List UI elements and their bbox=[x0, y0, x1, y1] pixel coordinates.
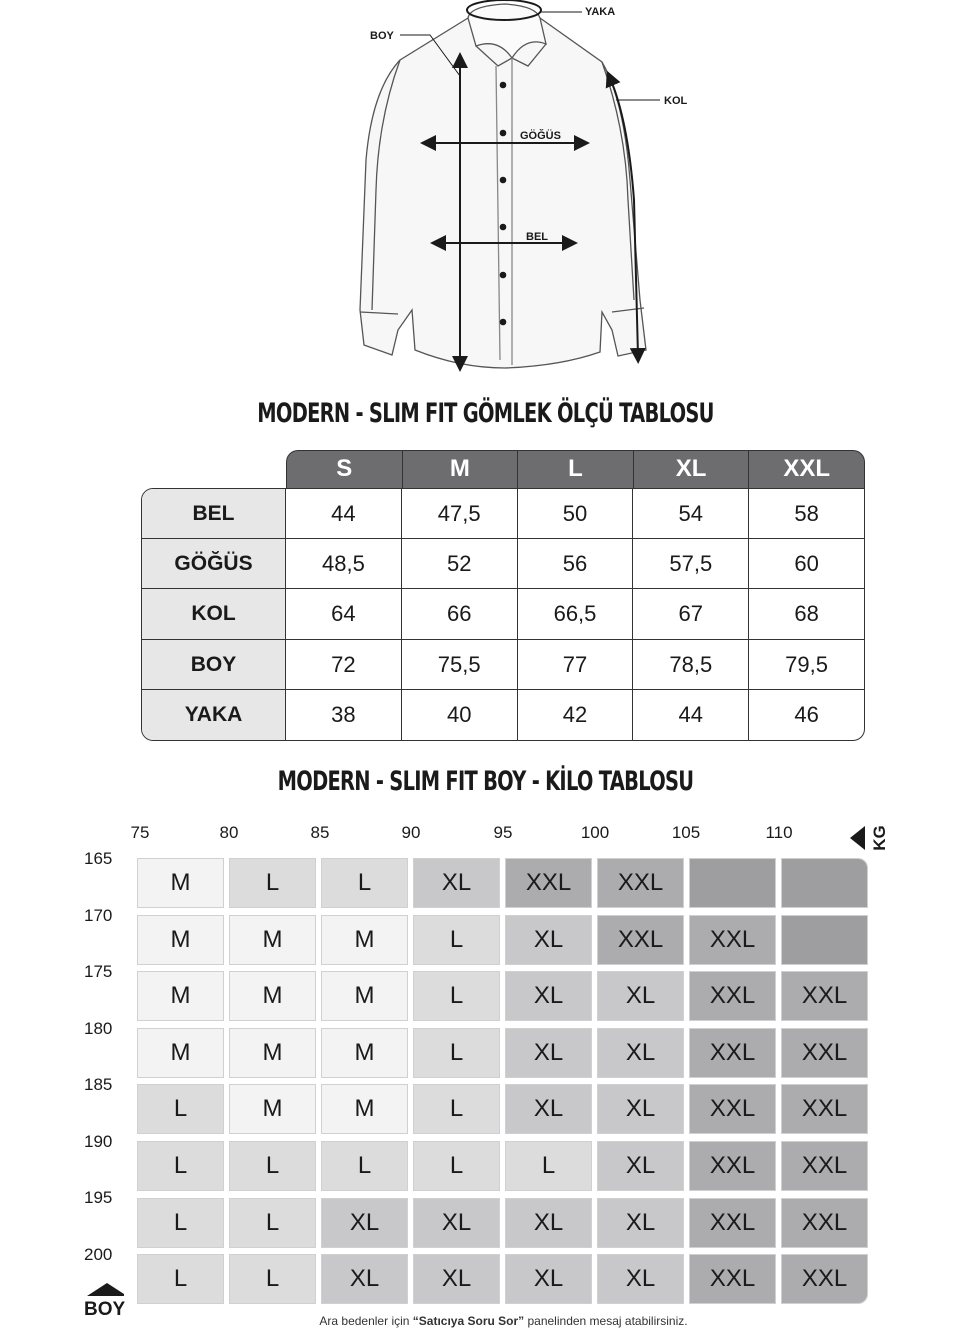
size-row bbox=[142, 539, 864, 589]
fit-grid-cell: XL bbox=[597, 1198, 684, 1248]
size-row bbox=[142, 589, 864, 639]
fit-grid-cell: L bbox=[229, 1141, 316, 1191]
fit-grid-cell: M bbox=[321, 1028, 408, 1078]
fit-grid-cell: L bbox=[321, 858, 408, 908]
fit-grid-cell: L bbox=[137, 1084, 224, 1134]
fit-grid-row bbox=[137, 971, 868, 1021]
fit-grid bbox=[137, 858, 868, 1311]
fit-grid-cell: XL bbox=[597, 971, 684, 1021]
fit-grid-cell: XXL bbox=[597, 858, 684, 908]
fit-grid-row bbox=[137, 1028, 868, 1078]
kg-arrow-icon bbox=[850, 826, 865, 850]
fit-grid-cell: M bbox=[321, 1084, 408, 1134]
fit-grid-row bbox=[137, 1254, 868, 1304]
size-value-cell: 75,5 bbox=[402, 640, 518, 689]
size-value-cell: 38 bbox=[286, 690, 402, 740]
fit-grid-cell: L bbox=[137, 1254, 224, 1304]
kg-tick-label: 100 bbox=[580, 823, 610, 842]
fit-grid-cell: XL bbox=[597, 1084, 684, 1134]
kg-axis-marker bbox=[849, 822, 891, 854]
size-row bbox=[142, 640, 864, 690]
fit-grid-cell: M bbox=[229, 1028, 316, 1078]
size-value-cell: 57,5 bbox=[633, 539, 749, 588]
size-header-cell: XL bbox=[634, 451, 750, 488]
fit-grid-cell bbox=[781, 858, 868, 908]
size-value-cell: 44 bbox=[286, 489, 402, 538]
size-row bbox=[142, 489, 864, 539]
boy-arrow-icon bbox=[84, 1282, 124, 1298]
label-kol: KOL bbox=[664, 95, 688, 107]
fit-grid-cell: XXL bbox=[781, 1254, 868, 1304]
fit-grid-cell: M bbox=[137, 971, 224, 1021]
size-value-cell: 47,5 bbox=[402, 489, 518, 538]
size-value-cell: 52 bbox=[402, 539, 518, 588]
fit-grid-cell: XXL bbox=[781, 1141, 868, 1191]
boy-tick-label: 195 bbox=[84, 1188, 113, 1207]
fit-grid-row bbox=[137, 915, 868, 965]
size-table-title: MODERN - SLIM FIT GÖMLEK ÖLÇÜ TABLOSU bbox=[257, 398, 714, 429]
label-bel: BEL bbox=[526, 231, 548, 243]
fit-grid-cell: L bbox=[413, 1084, 500, 1134]
fit-grid-cell: XXL bbox=[781, 1028, 868, 1078]
boy-tick-label: 175 bbox=[84, 962, 113, 981]
size-value-cell: 66 bbox=[402, 589, 518, 638]
fit-grid-cell: L bbox=[505, 1141, 592, 1191]
fit-grid-cell: XXL bbox=[689, 1084, 776, 1134]
fit-grid-cell: XL bbox=[321, 1254, 408, 1304]
fit-grid-cell: L bbox=[413, 1141, 500, 1191]
boy-label: BOY bbox=[84, 1299, 126, 1320]
fit-grid-cell bbox=[781, 915, 868, 965]
fit-grid-cell: XL bbox=[505, 1084, 592, 1134]
size-header-cell: XXL bbox=[783, 455, 831, 482]
size-value-cell: 42 bbox=[518, 690, 634, 740]
kg-tick-label: 80 bbox=[219, 823, 239, 842]
size-value-cell: 67 bbox=[633, 589, 749, 638]
footnote bbox=[0, 1314, 971, 1328]
footnote-suffix: panelinden mesaj atabilirsiniz. bbox=[524, 1314, 688, 1328]
fit-grid-cell: M bbox=[321, 915, 408, 965]
boy-tick-label: 165 bbox=[84, 849, 113, 868]
size-value-cell: 77 bbox=[518, 640, 634, 689]
fit-grid-cell: M bbox=[229, 971, 316, 1021]
shirt-measurement-diagram bbox=[0, 0, 971, 380]
footnote-highlight: “Satıcıya Soru Sor” bbox=[412, 1314, 525, 1328]
size-header-cell: M bbox=[403, 451, 519, 488]
fit-grid-row bbox=[137, 1198, 868, 1248]
fit-grid-row bbox=[137, 858, 868, 908]
fit-grid-cell: XL bbox=[597, 1254, 684, 1304]
size-value-cell: 44 bbox=[633, 690, 749, 740]
fit-grid-cell: XL bbox=[505, 971, 592, 1021]
fit-grid-cell: XL bbox=[505, 1028, 592, 1078]
fit-grid-cell: XL bbox=[505, 1198, 592, 1248]
fit-grid-cell: XL bbox=[505, 915, 592, 965]
fit-grid-cell: XL bbox=[413, 1198, 500, 1248]
fit-grid-row bbox=[137, 1084, 868, 1134]
size-row-label: YAKA bbox=[142, 690, 286, 740]
fit-grid-cell: M bbox=[321, 971, 408, 1021]
size-header-cell: L bbox=[518, 451, 634, 488]
size-value-cell: 56 bbox=[518, 539, 634, 588]
fit-grid-cell: L bbox=[229, 1198, 316, 1248]
size-value-cell: 68 bbox=[794, 601, 819, 627]
size-value-cell: 58 bbox=[794, 501, 819, 526]
fit-grid-cell bbox=[689, 858, 776, 908]
fit-table-title: MODERN - SLIM FIT BOY - KİLO TABLOSU bbox=[277, 766, 694, 797]
size-value-cell: 64 bbox=[286, 589, 402, 638]
size-row-label: KOL bbox=[142, 589, 286, 638]
fit-grid-cell: XXL bbox=[689, 1254, 776, 1304]
fit-grid-cell: XL bbox=[597, 1028, 684, 1078]
fit-grid-cell: L bbox=[413, 1028, 500, 1078]
fit-grid-cell: XXL bbox=[689, 971, 776, 1021]
fit-grid-cell: M bbox=[229, 1084, 316, 1134]
size-row bbox=[142, 690, 864, 740]
size-value-cell: 72 bbox=[286, 640, 402, 689]
boy-tick-label: 190 bbox=[84, 1131, 113, 1151]
fit-grid-cell: M bbox=[229, 915, 316, 965]
boy-tick-label: 200 bbox=[84, 1244, 113, 1264]
boy-tick-label: 170 bbox=[84, 905, 113, 925]
fit-grid-row bbox=[137, 1141, 868, 1191]
fit-grid-cell: XL bbox=[321, 1198, 408, 1248]
kg-tick-label: 95 bbox=[493, 823, 513, 842]
size-value-cell: 79,5 bbox=[785, 651, 828, 677]
kg-tick-label: 105 bbox=[671, 823, 701, 842]
boy-tick-label: 185 bbox=[84, 1075, 113, 1094]
fit-grid-cell: M bbox=[137, 915, 224, 965]
kg-tick-label: 75 bbox=[130, 823, 150, 842]
size-value-cell: 78,5 bbox=[633, 640, 749, 689]
size-value-cell: 40 bbox=[402, 690, 518, 740]
boy-tick-label: 180 bbox=[84, 1018, 113, 1038]
size-row-label: GÖĞÜS bbox=[142, 539, 286, 588]
fit-grid-cell: XXL bbox=[781, 971, 868, 1021]
size-header-cell: S bbox=[287, 451, 403, 488]
kg-tick-label: 90 bbox=[401, 823, 421, 842]
size-table bbox=[141, 488, 865, 741]
size-value-cell: 60 bbox=[794, 551, 819, 577]
kg-tick-label: 85 bbox=[310, 823, 330, 842]
size-value-cell: 46 bbox=[794, 701, 819, 727]
fit-grid-cell: XL bbox=[597, 1141, 684, 1191]
kg-tick-label: 110 bbox=[765, 823, 793, 842]
fit-grid-cell: L bbox=[413, 971, 500, 1021]
fit-grid-cell: M bbox=[137, 858, 224, 908]
fit-grid-cell: M bbox=[137, 1028, 224, 1078]
size-row-label: BEL bbox=[142, 489, 286, 538]
label-gogus: GÖĞÜS bbox=[520, 130, 561, 142]
kg-label: KG bbox=[870, 825, 889, 851]
fit-grid-cell: L bbox=[137, 1198, 224, 1248]
fit-grid-cell: XL bbox=[505, 1254, 592, 1304]
fit-grid-cell: XXL bbox=[689, 1028, 776, 1078]
fit-grid-cell: XXL bbox=[781, 1198, 868, 1248]
size-table-header bbox=[286, 450, 865, 488]
fit-grid-cell: XXL bbox=[689, 915, 776, 965]
fit-grid-cell: L bbox=[321, 1141, 408, 1191]
fit-grid-cell: XXL bbox=[689, 1198, 776, 1248]
size-value-cell: 66,5 bbox=[518, 589, 634, 638]
label-yaka: YAKA bbox=[585, 6, 616, 18]
size-value-cell: 54 bbox=[633, 489, 749, 538]
fit-grid-cell: XXL bbox=[597, 915, 684, 965]
size-value-cell: 48,5 bbox=[286, 539, 402, 588]
fit-grid-cell: XXL bbox=[781, 1084, 868, 1134]
fit-grid-cell: L bbox=[413, 915, 500, 965]
fit-grid-cell: XXL bbox=[689, 1141, 776, 1191]
fit-grid-cell: XL bbox=[413, 1254, 500, 1304]
fit-grid-cell: L bbox=[137, 1141, 224, 1191]
size-row-label: BOY bbox=[142, 640, 286, 689]
footnote-prefix: Ara bedenler için bbox=[319, 1314, 413, 1328]
shirt-outline bbox=[360, 4, 646, 368]
fit-grid-cell: L bbox=[229, 1254, 316, 1304]
label-boy: BOY bbox=[370, 30, 394, 42]
size-value-cell: 50 bbox=[518, 489, 634, 538]
fit-grid-cell: XL bbox=[413, 858, 500, 908]
fit-grid-cell: L bbox=[229, 858, 316, 908]
fit-grid-cell: XXL bbox=[505, 858, 592, 908]
